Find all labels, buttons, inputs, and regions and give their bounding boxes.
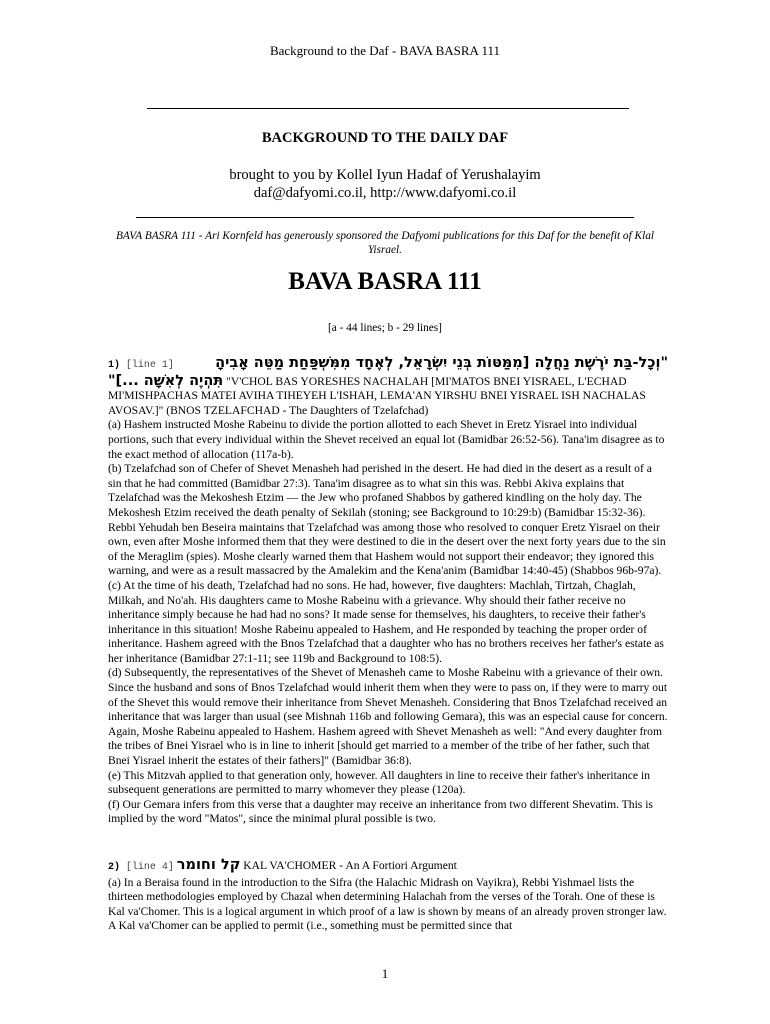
entry-number: 1) xyxy=(108,360,121,371)
entry-2 xyxy=(108,858,668,934)
paragraph-d: (d) Subsequently, the representatives of the Shevet of Menasheh came to Moshe Rabeinu with a grievance of their own. Since the husband and sons of Bnos Tzelafchad would inherit them when they were to pass on, if they were to marry out of the Shevet this would remove their inheritance from Shevet Menasheh. Considering that Bnos Tzelafchad received an inheritance that was larger than usual (see Mishnah 116b and following Gemara), this was an especial cause for concern. Again, Moshe Rabeinu appealed to Hashem. Hashem agreed with Shevet Menasheh as well: "And every daughter from the tribes of Bnei Yisrael who is in line to inherit [should get married to a member of the tribe of her father, such that Bnei Yisrael inherit the estates of their fathers]" (Bamidbar 36:8). xyxy=(108,666,668,768)
entry-1-heading-row xyxy=(108,356,668,374)
paragraph-a: (a) In a Beraisa found in the introduction to the Sifra (the Halachic Midrash on Vayikra), Rebbi Yishmael lists the thirteen methodologies employed by Chazal when determining Halachah from the verses of the Torah. One of these is Kal va'Chomer. This is a logical argument in which proof of a law is shown by means of an already proven stronger law. A Kal va'Chomer can be applied to permit (i.e., something must be permitted since that xyxy=(108,875,667,933)
lines-info: [a - 44 lines; b - 29 lines] xyxy=(328,322,442,334)
daf-title: BAVA BASRA 111 xyxy=(288,268,482,295)
publisher-block xyxy=(0,166,770,202)
paragraph-b: (b) Tzelafchad son of Chefer of Shevet Menasheh had perished in the desert. He had died in the desert as a result of a sin that he had committed (Bamidbar 27:3). Tana'im disagree as to what sin this was. Rebbi Akiva explains that Tzelafchad was the Mekoshesh Etzim — the Jew who profaned Shabbos by gathered kindling on the holy day. The Mekoshesh Etzim received the death penalty of Sekilah (stoning; see Background to 10:29:b) (Bamidbar 15:32-36). Rebbi Yehudah ben Beseira maintains that Tzelafchad was among those who resolved to conquer Eretz Yisrael on their own, even after Moshe informed them that they were destined to die in the desert over the next forty years due to the sin of the Meraglim (spies). Moshe clearly warned them that Hashem would not support their endeavor; they ignored this warning, and were as a result massacred by the Amalekim and the Kena'anim (Bamidbar 14:40-45) (Shabbos 96b-97a). xyxy=(108,462,666,578)
hebrew-term: קל וחומר xyxy=(176,857,241,873)
entry-1 xyxy=(108,356,668,827)
hebrew-verse: "וְכָל-בַּת יֹרֶשֶׁת נַחֲלָה [מִמַּטּוֹת בְּנֵי יִשְׂרָאֵל, לְאֶחָד מִמִּשְׁפַּחַת מַטֵּה אָבִיהָ xyxy=(215,355,668,371)
transliteration: "V'CHOL BAS YORESHES NACHALAH [MI'MATOS BNEI YISRAEL, L'ECHAD MI'MISHPACHAS MATEI AVIHA TIHEYEH L'ISHAH, LEMA'AN YIRSHU BNEI YISRAEL ISH NACHALAS AVOSAV.]" (BNOS TZELAFCHAD - The Daughters of Tzelafchad) xyxy=(108,374,646,417)
document-title: BACKGROUND TO THE DAILY DAF xyxy=(261,130,509,146)
entry-2-heading-row xyxy=(108,858,668,876)
contact-line: daf@dafyomi.co.il, http://www.dafyomi.co.il xyxy=(253,185,517,201)
sponsor-note xyxy=(100,229,670,257)
running-header: Background to the Daf - BAVA BASRA 111 xyxy=(269,43,501,58)
page-number: 1 xyxy=(381,966,389,981)
paragraph-c: (c) At the time of his death, Tzelafchad had no sons. He had, however, five daughters: Machlah, Tirtzah, Chaglah, Milkah, and No'ah. His daughters came to Moshe Rabeinu with a grievance. Why should their father receive no inheritance simply because he had had no sons? It made sense for themselves, his daughters, to receive their father's inheritance in this situation! Moshe Rabeinu appealed to Hashem, and He responded by teaching the proper order of inheritance. Hashem agreed with the Bnos Tzelafchad that a daughter who has no brothers receives her father's estate as her inheritance (Bamidbar 27:1-11; see 119b and Background to 108:5). xyxy=(108,578,664,665)
paragraph-f: (f) Our Gemara infers from this verse that a daughter may receive an inheritance from two different Shevatim. This is implied by the word "Matos", since the minimal plural possible is two. xyxy=(108,797,653,826)
line-reference: [line 1] xyxy=(125,360,174,371)
hebrew-verse-continued: תִּהְיֶה לְאִשָּׁה ...]" xyxy=(108,372,224,389)
line-reference: [line 4] xyxy=(125,862,174,873)
transliteration: KAL VA'CHOMER - An A Fortiori Argument xyxy=(243,859,457,872)
entry-1-translit-block xyxy=(108,374,668,419)
entry-number: 2) xyxy=(108,862,121,873)
header-divider xyxy=(147,108,629,109)
paragraph-e: (e) This Mitzvah applied to that generation only, however. All daughters in line to receive their father's inheritance in subsequent generations are permitted to marry whomever they please (120a). xyxy=(108,768,650,797)
paragraph-a: (a) Hashem instructed Moshe Rabeinu to divide the portion allotted to each Shevet in Eretz Yisrael into individual portions, such that every individual within the Shevet received an equal lot (Bamidbar 26:52-56). Tana'im disagree as to the exact method of allocation (117a-b). xyxy=(108,418,665,461)
publisher-line: brought to you by Kollel Iyun Hadaf of Yerushalayim xyxy=(229,167,541,183)
sponsor-text: - Ari Kornfeld has generously sponsored the Dafyomi publications for this Daf for the benefit of Klal Yisrael. xyxy=(195,230,654,256)
title-divider xyxy=(136,217,634,218)
sponsor-daf: BAVA BASRA 111 xyxy=(116,230,196,242)
